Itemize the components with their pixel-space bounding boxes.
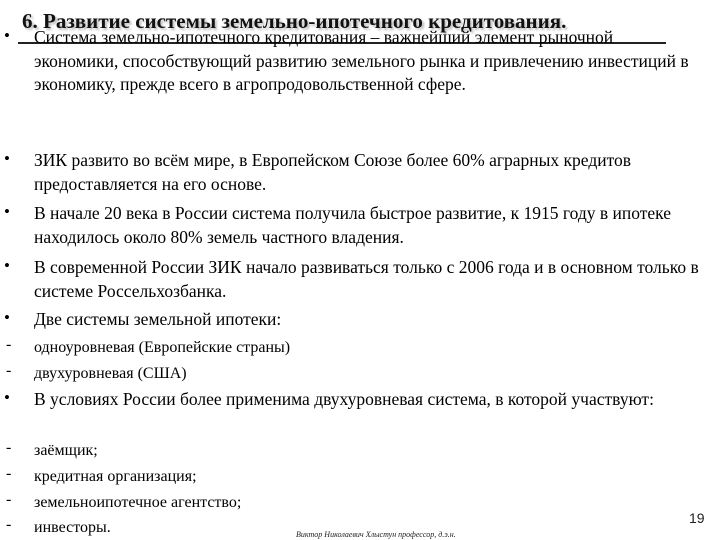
list-item-text: ЗИК развито во всём мире, в Европейском Союзе более 60% аграрных кредитов предоставляется на его основе. xyxy=(34,150,632,194)
sub-item-text: заёмщик; xyxy=(34,442,98,459)
bullet-marker: • xyxy=(4,388,10,407)
dash-marker: - xyxy=(6,491,12,508)
sub-item-text: земельноипотечное агентство; xyxy=(34,494,242,511)
sub-item-text: инвесторы. xyxy=(34,519,111,536)
list-item-text: В условиях России более применима двухуровневая система, в которой участвуют: xyxy=(34,389,654,409)
page-number: 19 xyxy=(689,510,705,526)
bullet-marker: • xyxy=(4,308,10,327)
sub-item-text: кредитная организация; xyxy=(34,468,197,485)
sub-item-text: двухуровневая (США) xyxy=(34,365,187,382)
list-item-text: Система земельно-ипотечного кредитования – важнейший элемент рыночной экономики, способствующий развитию земельного рынка и привлечению инвестиций в экономику, прежде всего в агропродовольственной сфере. xyxy=(34,27,689,94)
dash-marker: - xyxy=(6,439,12,456)
list-item-text: Две системы земельной ипотеки: xyxy=(34,309,282,329)
footer-author: Виктор Николаевич Хлыстун профессор, д.э.н. xyxy=(296,530,456,539)
dash-marker: - xyxy=(6,362,12,379)
slide-title: 6. Развитие системы земельно-ипотечного кредитования. xyxy=(22,9,567,33)
dash-marker: - xyxy=(6,516,12,533)
list-item-text: В начале 20 века в России система получила быстрое развитие, к 1915 году в ипотеке находилось около 80% земель частного владения. xyxy=(34,203,671,247)
sub-item-text: одноуровневая (Европейские страны) xyxy=(34,339,291,356)
bullet-marker: • xyxy=(4,202,10,221)
dash-marker: - xyxy=(6,336,12,353)
bullet-marker: • xyxy=(4,256,10,275)
dash-marker: - xyxy=(6,465,12,482)
list-item-text: В современной России ЗИК начало развиваться только с 2006 года и в основном только в системе Россельхозбанка. xyxy=(34,257,699,301)
bullet-marker: • xyxy=(4,149,10,168)
bullet-marker: • xyxy=(4,26,10,45)
